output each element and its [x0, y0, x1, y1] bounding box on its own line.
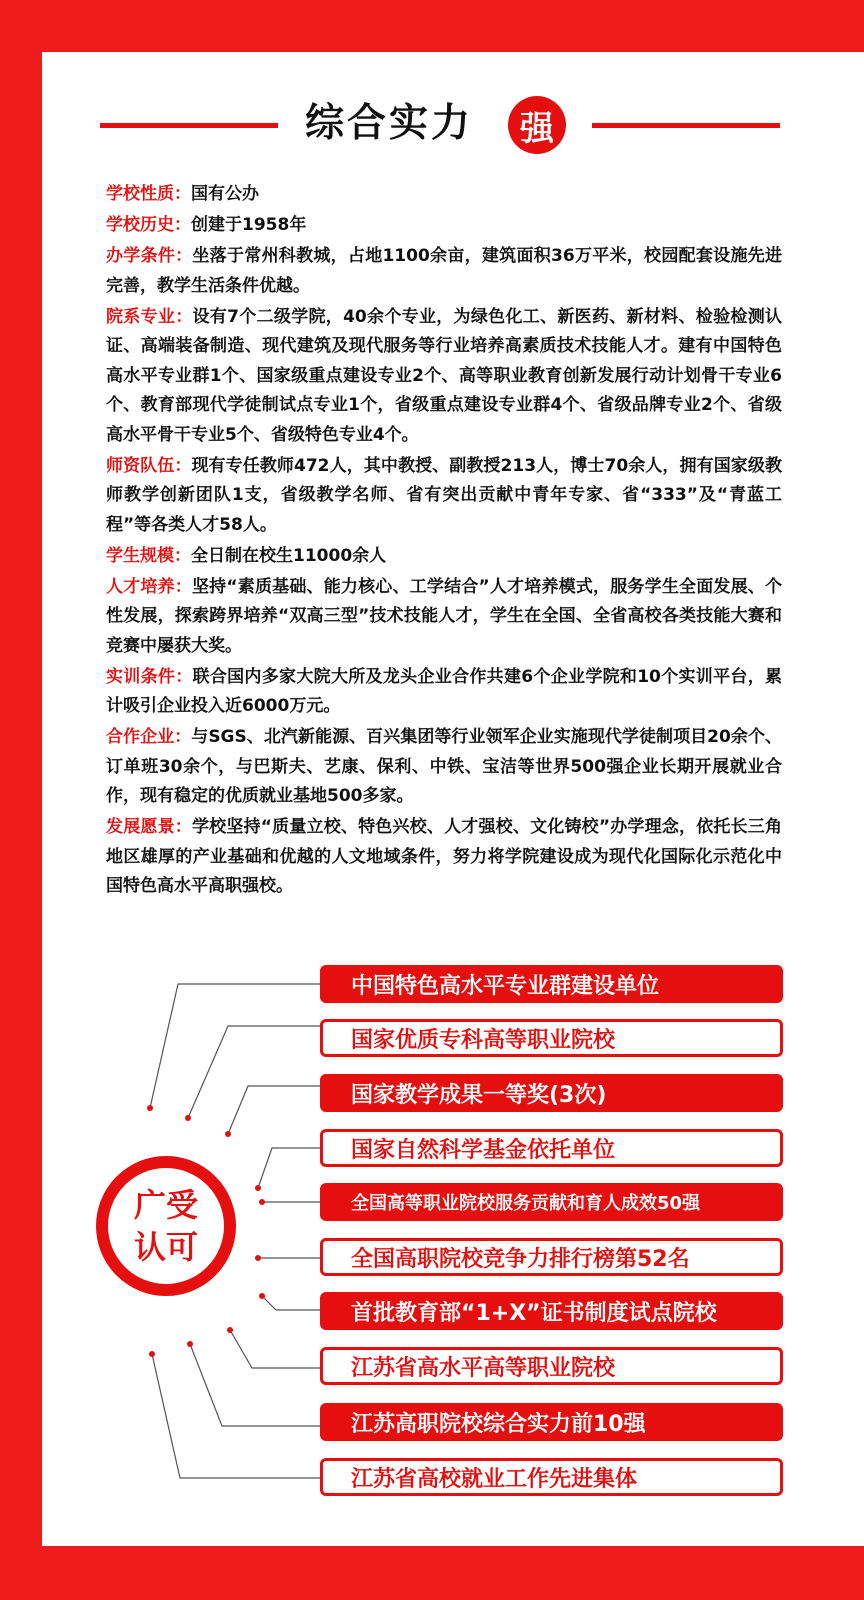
info-label: 合作企业：	[106, 727, 192, 747]
info-label: 人才培养：	[106, 576, 192, 597]
honor-item: 中国特色高水平专业群建设单位	[320, 965, 783, 1003]
honor-item: 江苏省高校就业工作先进集体	[320, 1458, 783, 1496]
honor-item: 国家优质专科高等职业院校	[320, 1019, 783, 1057]
connector-line	[150, 984, 320, 1108]
info-label: 学校历史：	[106, 215, 191, 235]
info-text: 坐落于常州科教城，占地1100余亩，建筑面积36万平米，校园配套设施先进完善，教学生活条件优越。	[106, 246, 783, 296]
heading-title: 综合实力	[305, 101, 474, 146]
connector-line	[258, 1148, 320, 1188]
honor-item: 首批教育部“1+X”证书制度试点院校	[320, 1292, 783, 1330]
info-label: 学校性质：	[106, 184, 191, 204]
recognition-badge	[96, 1156, 236, 1296]
info-item	[106, 663, 782, 722]
connector-line	[188, 1026, 320, 1118]
connector-dot	[225, 1131, 231, 1137]
heading-divider-left	[100, 123, 278, 128]
connector-dot	[185, 1115, 191, 1121]
info-text: 联合国内多家大院大所及龙头企业合作共建6个企业学院和10个实训平台，累计吸引企业投入近6000万元。	[106, 666, 783, 716]
info-item	[106, 723, 782, 812]
info-text: 现有专任教师472人，其中教授、副教授213人，博士70余人，拥有国家级教师教学创新团队1支，省级教学名师、省有突出贡献中青年专家、省“333”及“青蓝工程”等各类人才58人。	[106, 455, 782, 535]
heading-divider-right	[592, 123, 780, 128]
recognition-line-2: 认可	[133, 1228, 198, 1266]
info-text: 全日制在校生11000余人	[191, 545, 387, 566]
info-label: 师资队伍：	[106, 455, 192, 476]
connector-dot	[255, 1185, 261, 1191]
honor-item: 国家自然科学基金依托单位	[320, 1129, 783, 1167]
info-item	[106, 242, 782, 301]
honor-item: 全国高职院校竞争力排行榜第52名	[320, 1238, 783, 1276]
connector-dot	[227, 1327, 233, 1333]
honor-item: 全国高等职业院校服务贡献和育人成效50强	[320, 1183, 783, 1221]
connector-dot	[255, 1255, 261, 1261]
info-text: 坚持“素质基础、能力核心、工学结合”人才培养模式，服务学生全面发展、个性发展，探索跨界培养“双高三型”技术技能人才，学生在全国、全省高校各类技能大赛和竞赛中屡获大奖。	[106, 576, 782, 656]
info-item	[106, 542, 782, 572]
connector-dot	[259, 1293, 265, 1299]
info-label: 实训条件：	[106, 666, 193, 687]
info-item	[106, 303, 782, 451]
connector-line	[228, 1086, 320, 1134]
heading-badge: 强	[508, 96, 566, 154]
recognition-line-1: 广受	[133, 1186, 198, 1224]
info-text: 学校坚持“质量立校、特色兴校、人才强校、文化铸校”办学理念，依托长三角地区雄厚的产业基础和优越的人文地域条件，努力将学院建设成为现代化国际化示范化中国特色高水平高职强校。	[106, 817, 782, 896]
info-item	[106, 452, 782, 541]
info-label: 院系专业：	[106, 306, 193, 327]
honor-item: 国家教学成果一等奖(3次)	[320, 1074, 783, 1112]
info-text: 设有7个二级学院，40余个专业，为绿色化工、新医药、新材料、检验检测认证、高端装备制造、现代建筑及现代服务等行业培养高素质技术技能人才。建有中国特色高水平专业群1个、国家级重点建设专业2个、高等职业教育创新发展行动计划骨干专业6个、教育部现代学徒制试点专业1个，省级重点建设专业群4个、省级品牌专业2个、省级高水平骨干专业5个、省级特色专业4个。	[106, 306, 783, 445]
connector-line	[190, 1344, 320, 1426]
info-text: 国有公办	[191, 184, 259, 204]
honor-item: 江苏高职院校综合实力前10强	[320, 1403, 783, 1441]
honors-section	[0, 948, 864, 1508]
info-label: 发展愿景：	[106, 817, 192, 837]
info-list	[106, 180, 782, 903]
info-label: 学生规模：	[106, 545, 191, 566]
info-text: 与SGS、北汽新能源、百兴集团等行业领军企业实施现代学徒制项目20余个、订单班30余个，与巴斯夫、艺康、保利、中铁、宝洁等世界500强企业长期开展就业合作，现有稳定的优质就业基地500多家。	[106, 727, 782, 806]
connector-dot	[259, 1199, 265, 1205]
info-item	[106, 180, 782, 210]
info-label: 办学条件：	[106, 246, 193, 266]
honor-item: 江苏省高水平高等职业院校	[320, 1347, 783, 1385]
section-heading	[100, 96, 780, 156]
info-text: 创建于1958年	[191, 215, 307, 235]
info-item	[106, 813, 782, 902]
connector-dot	[147, 1105, 153, 1111]
info-item	[106, 211, 782, 241]
connector-line	[230, 1330, 320, 1368]
connector-dot	[187, 1341, 193, 1347]
connector-dot	[149, 1351, 155, 1357]
info-item	[106, 573, 782, 662]
connector-line	[152, 1354, 320, 1478]
connector-line	[262, 1296, 320, 1310]
